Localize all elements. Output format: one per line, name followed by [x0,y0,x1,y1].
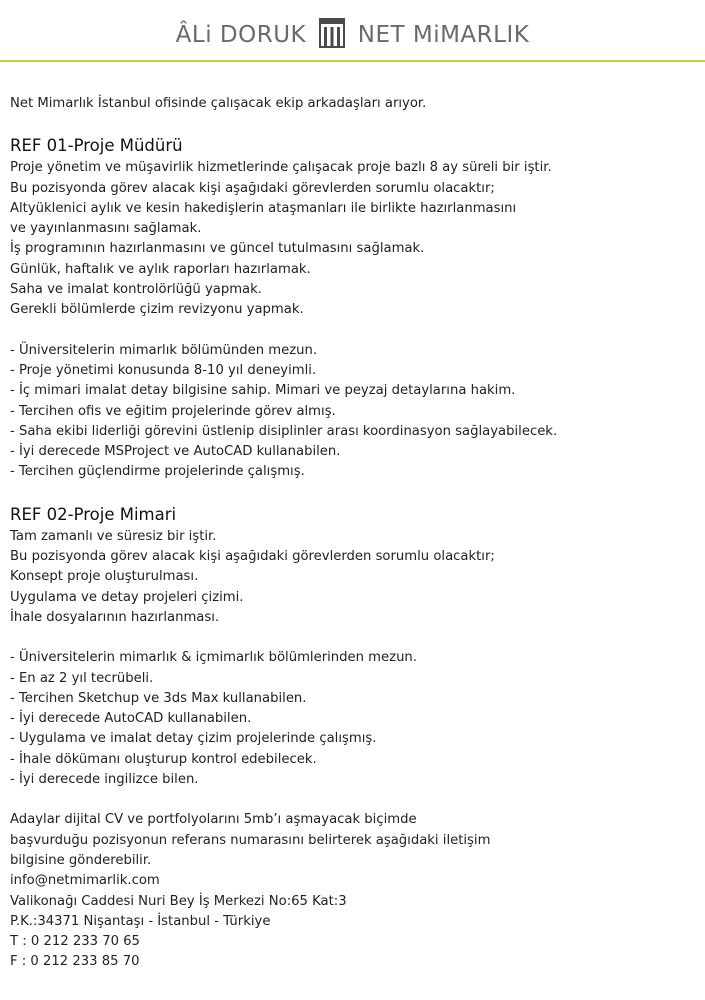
list-item: - Uygulama ve imalat detay çizim projelerinde çalışmış. [10,731,377,747]
list-item: - Üniversitelerin mimarlık & içmimarlık bölümlerinden mezun. [10,650,417,666]
list-item: - Tercihen ofis ve eğitim projelerinde görev almış. [10,403,336,419]
ref2-duties [10,527,700,628]
intro-text: Net Mimarlık İstanbul ofisinde çalışacak ekip arkadaşları arıyor. [10,96,427,111]
list-item: Gerekli bölümlerde çizim revizyonu yapmak. [10,302,304,318]
contact-text: başvurduğu pozisyonun referans numarasını belirterek aşağıdaki iletişim [10,832,491,848]
list-item: - Saha ekibi liderliği görevini üstlenip disiplinler arası koordinasyon sağlayabilecek. [10,423,558,439]
ref1-title: REF 01-Proje Müdürü [10,136,183,156]
list-item: - İhale dökümanı oluşturup kontrol edebilecek. [10,751,317,767]
list-item: - Tercihen güçlendirme projelerinde çalışmış. [10,464,305,480]
list-item: - İyi derecede MSProject ve AutoCAD kullanabilen. [10,444,341,460]
list-item: İhale dosyalarının hazırlanması. [10,609,220,625]
list-item: - İyi derecede AutoCAD kullanabilen. [10,711,252,727]
list-item: - Proje yönetimi konusunda 8-10 yıl deneyimli. [10,362,317,378]
ref2-requirements [10,648,700,790]
spacer [10,790,700,810]
list-item: - Tercihen Sketchup ve 3ds Max kullanabilen. [10,690,307,706]
brand-right-text: NET MiMARLIK [357,22,530,48]
spacer [10,321,700,341]
contact-address: Valikonağı Caddesi Nuri Bey İş Merkezi No:65 Kat:3 [10,893,347,909]
list-item: - İyi derecede ingilizce bilen. [10,772,199,788]
ref1-requirements [10,341,700,483]
list-item: Saha ve imalat kontrolörlüğü yapmak. [10,282,262,298]
brand-left-text: ÂLi DORUK [175,22,307,48]
job-posting [10,94,700,973]
list-item: Tam zamanlı ve süresiz bir iştir. [10,528,217,544]
list-item: İş programının hazırlanmasını ve güncel tutulmasını sağlamak. [10,241,425,257]
contact-info [10,810,700,972]
list-item: Bu pozisyonda görev alacak kişi aşağıdaki görevlerden sorumlu olacaktır; [10,180,495,196]
list-item: Proje yönetim ve müşavirlik hizmetlerinde çalışacak proje bazlı 8 ay süreli bir iştir. [10,160,552,176]
list-item: Uygulama ve detay projeleri çizimi. [10,589,244,605]
list-item: Günlük, haftalık ve aylık raporları hazırlamak. [10,261,311,277]
contact-text: Adaylar dijital CV ve portfolyolarını 5mb’ı aşmayacak biçimde [10,812,417,828]
header [0,0,705,62]
brand-logo [0,20,705,50]
list-item: - En az 2 yıl tecrübeli. [10,670,154,686]
list-item: Bu pozisyonda görev alacak kişi aşağıdaki görevlerden sorumlu olacaktır; [10,549,495,565]
list-item: Altyüklenici aylık ve kesin hakedişlerin ataşmanları ile birlikte hazırlanmasını [10,200,517,216]
header-divider [0,60,705,62]
contact-address: P.K.:34371 Nişantaşı - İstanbul - Türkiye [10,913,271,929]
spacer [10,628,700,648]
ref2-title: REF 02-Proje Mimari [10,504,177,524]
list-item: - Üniversitelerin mimarlık bölümünden mezun. [10,342,318,358]
contact-text: bilgisine gönderebilir. [10,852,152,868]
contact-fax: F : 0 212 233 85 70 [10,954,140,970]
contact-phone: T : 0 212 233 70 65 [10,934,140,950]
building-m-icon [319,18,345,48]
list-item: - İç mimari imalat detay bilgisine sahip. Mimari ve peyzaj detaylarına hakim. [10,383,516,399]
ref1-duties [10,158,700,320]
list-item: Konsept proje oluşturulması. [10,569,199,585]
list-item: ve yayınlanmasını sağlamak. [10,221,202,237]
contact-email: info@netmimarlik.com [10,873,160,889]
spacer [10,483,700,503]
